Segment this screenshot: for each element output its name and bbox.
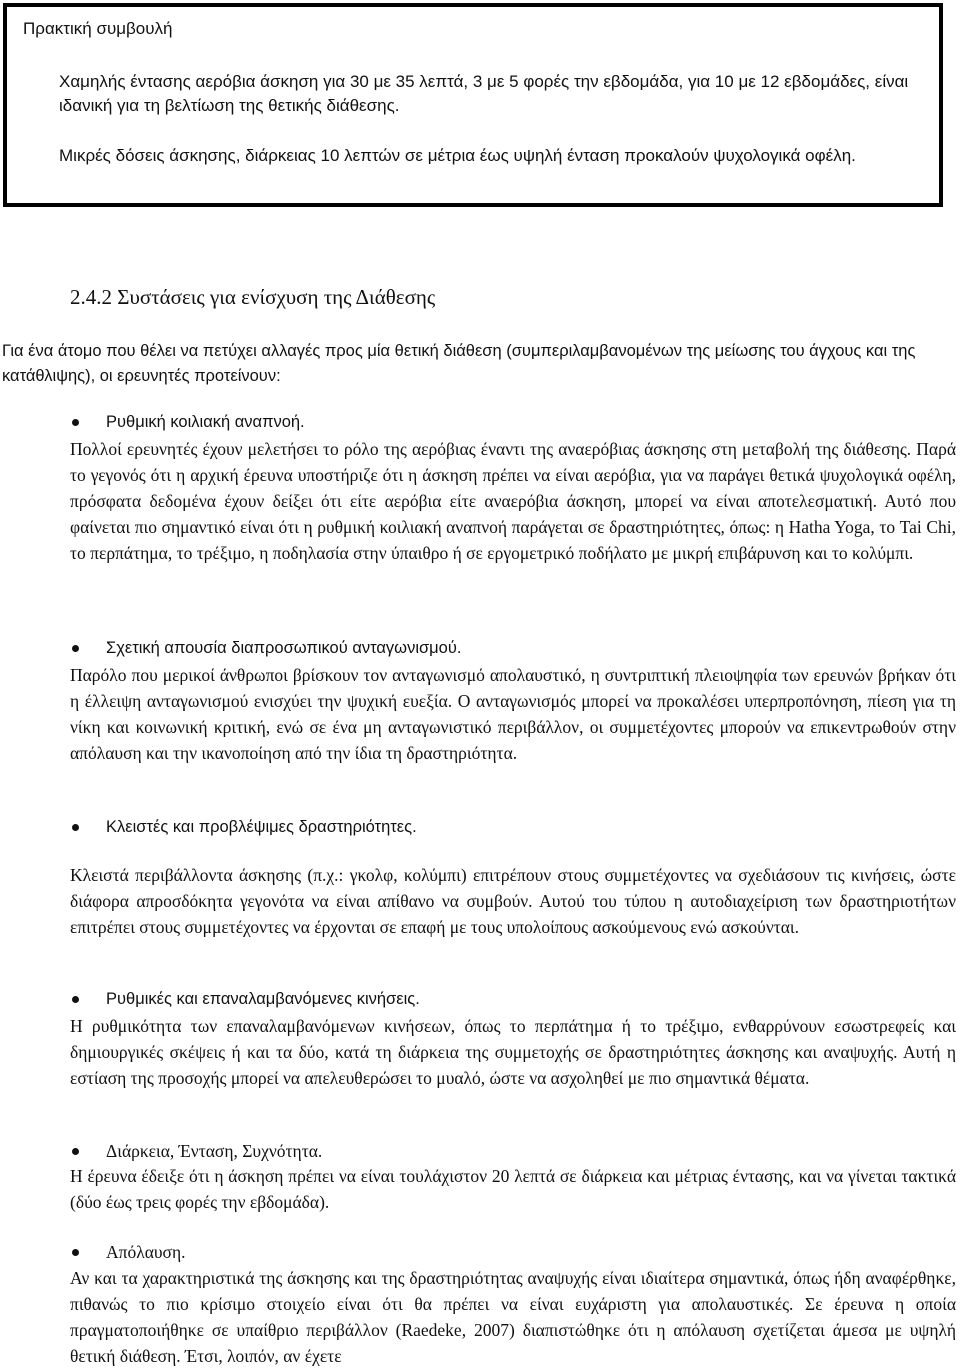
bullet-item: Ρυθμική κοιλιακή αναπνοή. [106,410,305,434]
tip-title: Πρακτική συμβουλή [23,19,173,38]
section-intro: Για ένα άτομο που θέλει να πετύχει αλλαγές προς μία θετική διάθεση (συμπεριλαμβανομένων της μείωσης του άγχους και της κατάθλιψης), οι ερευνητές προτείνουν: [2,342,916,385]
bullet-paragraph: Πολλοί ερευνητές έχουν μελετήσει το ρόλο της αερόβιας έναντι της αναερόβιας άσκησης στη μεταβολή της διάθεσης. Παρά το γεγονός ότι η αρχική έρευνα υποστήριζε ότι η άσκηση πρέπει να είναι αερόβια, για να παράγει θετικά ψυχολογικά οφέλη, πρόσφατα δεδομένα έχουν δείξει ότι είτε αερόβια είτε αναερόβια άσκηση, μπορεί να είναι αποτελεσματική. Αυτό που φαίνεται πιο σημαντικό είναι ότι η ρυθμική κοιλιακή αναπνοή παράγεται σε δραστηριότητες, όπως: η Hatha Yoga, το Tai Chi, το περπάτημα, το τρέξιμο, η ποδηλασία στην ύπαιθρο ή σε εργομετρικό ποδήλατο με μικρή επιβάρυνση και το κολύμπι. [70,439,956,563]
bullet-item: Απόλαυση. [106,1242,186,1262]
bullet-paragraph: Αν και τα χαρακτηριστικά της άσκησης και της δραστηριότητας αναψυχής είναι ιδιαίτερα σημαντικά, όπως ήδη αναφέρθηκε, πιθανώς το πιο κρίσιμο στοιχείο είναι ότι θα πρέπει να είναι ευχάριστη για απολαυστικές. Σε έρευνα η οποία πραγματοποιήθηκε σε υπαίθριο περιβάλλον (Raedeke, 2007) διαπιστώθηκε ότι η απόλαυση σχετίζεται άμεσα με υψηλή θετική διάθεση. Έτσι, λοιπόν, αν έχετε [70,1268,956,1366]
tip-paragraph-2: Μικρές δόσεις άσκησης, διάρκειας 10 λεπτών σε μέτρια έως υψηλή ένταση προκαλούν ψυχολογικά οφέλη. [59,146,856,165]
bullet-paragraph: Κλειστά περιβάλλοντα άσκησης (π.χ.: γκολφ, κολύμπι) επιτρέπουν στους συμμετέχοντες να σχεδιάσουν τις κινήσεις, ώστε διάφορα απροσδόκητα γεγονότα να είναι απίθανο να συμβούν. Αυτού του τύπου η αυτοδιαχείριση των δραστηριοτήτων επιτρέπει στους συμμετέχοντες να έρχονται σε επαφή με τους υπολοίπους ασκούμενους ενώ ασκούνται. [70,865,956,937]
bullet-paragraph: Παρόλο που μερικοί άνθρωποι βρίσκουν τον ανταγωνισμό απολαυστικό, η συντριπτική πλειοψηφία των ερευνών βρήκαν ότι η έλλειψη ανταγωνισμού ενισχύει την ψυχική ευεξία. Ο ανταγωνισμός μπορεί να προκαλέσει υπερπροπόνηση, πίεση για τη νίκη και κοινωνική κριτική, ενώ σε ένα μη ανταγωνιστικό περιβάλλον, οι συμμετέχοντες μπορούν να επικεντρωθούν στην απόλαυση και την ικανοποίηση από την ίδια τη δραστηριότητα. [70,665,956,763]
tip-paragraph-1: Χαμηλής έντασης αερόβια άσκηση για 30 με 35 λεπτά, 3 με 5 φορές την εβδομάδα, για 10 με 12 εβδομάδες, είναι ιδανική για τη βελτίωση της θετικής διάθεσης. [59,72,909,115]
bullet-item: Κλειστές και προβλέψιμες δραστηριότητες. [106,815,417,839]
bullet-item: Ρυθμικές και επαναλαμβανόμενες κινήσεις. [106,987,420,1011]
practical-tip-box [3,3,943,207]
bullet-paragraph: Η έρευνα έδειξε ότι η άσκηση πρέπει να είναι τουλάχιστον 20 λεπτά σε διάρκεια και μέτριας έντασης, και να γίνεται τακτικά (δύο έως τρεις φορές την εβδομάδα). [70,1166,956,1212]
section-heading: 2.4.2 Συστάσεις για ενίσχυση της Διάθεσης [70,285,436,309]
bullet-item: Σχετική απουσία διαπροσωπικού ανταγωνισμού. [106,636,461,660]
bullet-item: Διάρκεια, Ένταση, Συχνότητα. [106,1141,323,1161]
bullet-paragraph: Η ρυθμικότητα των επαναλαμβανόμενων κινήσεων, όπως το περπάτημα ή το τρέξιμο, ενθαρρύνουν εσωστρεφείς και δημιουργικές σκέψεις ή και τα δύο, κατά τη διάρκεια της συμμετοχής σε δραστηριότητες άσκησης και αναψυχής. Αυτή η εστίαση της προσοχής μπορεί να απελευθερώσει το μυαλό, ώστε να ασχοληθεί με πιο σημαντικά θέματα. [70,1016,956,1088]
